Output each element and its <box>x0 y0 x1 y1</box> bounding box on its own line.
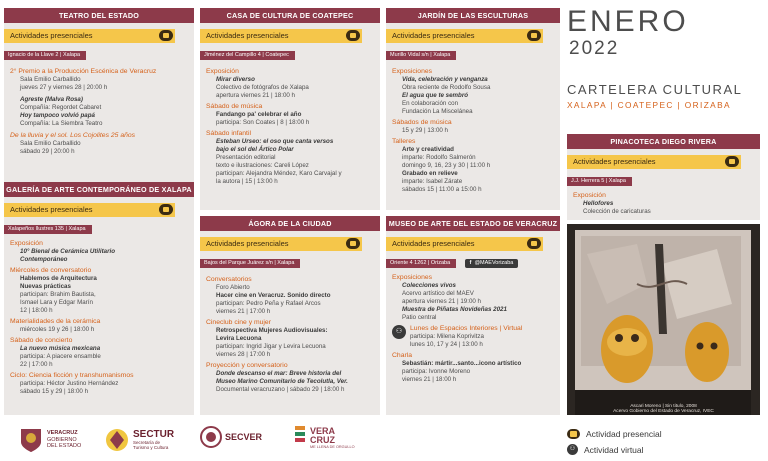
secver-logo <box>200 426 262 448</box>
casa-title: CASA DE CULTURA DE COATEPEC <box>200 8 380 23</box>
section-title: Exposición <box>573 192 606 199</box>
logo-text: GOBIERNO <box>47 436 77 443</box>
event-title: Arte y creatividad <box>402 146 454 153</box>
schedule: la autora | 15 | 13:00 h <box>216 178 278 185</box>
agora-address: Bajos del Parque Juárez s/n | Xalapa <box>200 259 300 268</box>
agora-presencial-badge <box>200 237 362 251</box>
participants: participa: Héctor Justino Hernández <box>20 380 119 387</box>
event-title: El agua que te sembró <box>402 92 469 99</box>
section-title: Exposiciones <box>392 68 433 75</box>
participants: participa: Ivonne Moreno <box>402 368 471 375</box>
section-title: Lunes de Espacios Interiores | Virtual <box>410 325 523 332</box>
event-title: Agreste (Malva Rosa) <box>20 96 83 103</box>
vera-cruz-pattern-icon <box>293 424 307 452</box>
month-heading: ENERO <box>567 5 689 38</box>
description: texto e ilustraciones: Careli López <box>216 162 309 169</box>
section-title: Charla <box>392 352 413 359</box>
teatro-address: Ignacio de la Llave 2 | Xalapa <box>4 51 86 60</box>
section-title: Exposiciones <box>392 274 433 281</box>
section-title: Sábados de música <box>392 119 452 126</box>
description: Obra reciente de Rodolfo Sousa <box>402 84 491 91</box>
schedule: domingo 9, 16, 23 y 30 | 11:00 h <box>402 162 491 169</box>
event-title: Donde descanso el mar: Breve historia del <box>216 370 342 377</box>
schedule: jueves 27 y viernes 28 | 20:00 h <box>20 84 108 91</box>
legend-label: Actividad virtual <box>584 444 644 455</box>
artwork-illustration <box>567 224 760 415</box>
galeria-card <box>4 182 194 415</box>
participants: Ismael Lara y Edgar Marín <box>20 299 93 306</box>
venue: Patio central <box>402 314 437 321</box>
participants: imparte: Rodolfo Salmerón <box>402 154 476 161</box>
schedule: 22 | 17:00 h <box>20 361 53 368</box>
facebook-handle[interactable] <box>465 259 519 268</box>
description: Acervo artístico del MAEV <box>402 290 474 297</box>
event-title: Sebastián: mártir...santo...icono artístico <box>402 360 522 367</box>
artwork-credit: Acervo Gobierno del Estado de Veracruz, IVEC <box>613 409 714 414</box>
legend-virtual <box>567 444 644 455</box>
logo-text: VERACRUZ <box>47 430 78 437</box>
page-title: CARTELERA CULTURAL <box>567 82 743 97</box>
description: Fundación La Miscelánea <box>402 108 473 115</box>
venue: Sala Emilio Carballido <box>20 76 81 83</box>
cities-subtitle: XALAPA | COATEPEC | ORIZABA <box>567 100 731 110</box>
presencial-icon <box>527 238 541 249</box>
event-title: Retrospectiva Mujeres Audiovisuales: <box>216 327 328 334</box>
schedule: participa: Son Coates | 8 | 18:00 h <box>216 119 310 126</box>
schedule: lunes 10, 17 y 24 | 13:00 h <box>410 341 483 348</box>
section-title: Miércoles de conversatorio <box>10 267 92 274</box>
description: Colectivo de fotógrafos de Xalapa <box>216 84 309 91</box>
event-title: La nuevo música mexicana <box>20 345 101 352</box>
section-title: Conversatorios <box>206 276 252 283</box>
participants: participan: Pedro Peña y Rafael Arcos <box>216 300 321 307</box>
legend-presencial <box>567 429 662 439</box>
event-title: Nuevas prácticas <box>20 283 71 290</box>
event-title: bajo el sol del Ártico Polar <box>216 146 294 153</box>
veracruz-orgullo-logo <box>293 424 355 452</box>
footer <box>0 420 768 461</box>
coat-of-arms-icon <box>18 426 44 454</box>
badge-label: Actividades presenciales <box>10 205 93 214</box>
event-title: Esteban Urseo: el oso que canta versos <box>216 138 334 145</box>
logo-text: ME LLENA DE ORGULLO <box>310 444 355 449</box>
section-title: De la lluvia y el sol. Los Cojolites 25 años <box>10 132 136 139</box>
artwork-image <box>567 224 760 415</box>
description: Foro Abierto <box>216 284 250 291</box>
event-title: Colecciones vivos <box>402 282 456 289</box>
participants: imparte: Isabel Zárate <box>402 178 463 185</box>
artwork-caption: Ascari Moreno | Sin titulo, 2008 <box>630 404 697 409</box>
event-title: Hoy tampoco volvió papá <box>20 112 95 119</box>
facebook-icon: f <box>469 260 472 266</box>
description: Colección de caricaturas <box>583 208 651 215</box>
badge-label: Actividades presenciales <box>573 157 656 166</box>
pinacoteca-presencial-badge <box>567 155 741 169</box>
participants: participan: Alejandra Méndez, Karo Carvajal y <box>216 170 342 177</box>
section-title: Proyección y conversatorio <box>206 362 288 369</box>
section-title: Sábado de música <box>206 103 263 110</box>
schedule: viernes 21 | 17:00 h <box>216 308 271 315</box>
badge-label: Actividades presenciales <box>10 31 93 40</box>
event-title: Grabado en relieve <box>402 170 458 177</box>
section-title: Sábado infantil <box>206 130 251 137</box>
schedule: viernes 28 | 17:00 h <box>216 351 271 358</box>
section-title: Exposición <box>10 240 43 247</box>
event-title: Fandango pa' celebrar el año <box>216 111 302 118</box>
section-title: Ciclo: Ciencia ficción y transhumanismos <box>10 372 134 379</box>
pinacoteca-title: PINACOTECA DIEGO RIVERA <box>567 134 760 149</box>
handle-label: @MAEVorizaba <box>474 260 514 266</box>
description: En colaboración con <box>402 100 459 107</box>
event-title: Vida, celebración y venganza <box>402 76 488 83</box>
sectur-emblem-icon <box>104 426 130 454</box>
badge-label: Actividades presenciales <box>392 31 475 40</box>
legend-label: Actividad presencial <box>586 429 662 439</box>
galeria-address: Xalapeños Ilustres 135 | Xalapa <box>4 225 92 234</box>
schedule: sábado 29 | 20:00 h <box>20 148 75 155</box>
event-title: Museo Marino Comunitario de Tecolutla, Ver. <box>216 378 348 385</box>
event-title: Hablemos de Arquitectura <box>20 275 97 282</box>
schedule: apertura viernes 21 | 18:00 h <box>216 92 296 99</box>
virtual-icon: ⚇ <box>392 325 406 339</box>
jardin-presencial-badge <box>386 29 543 43</box>
presencial-icon <box>725 156 739 167</box>
description: Presentación editorial <box>216 154 276 161</box>
virtual-icon: ⚇ <box>567 444 578 455</box>
pinacoteca-card <box>567 134 760 220</box>
presencial-icon <box>159 30 173 41</box>
schedule: apertura viernes 21 | 19:00 h <box>402 298 482 305</box>
schedule: Documental veracruzano | sábado 29 | 18:00 h <box>216 386 345 393</box>
museo-card <box>386 216 560 415</box>
galeria-presencial-badge <box>4 203 175 217</box>
event-title: Mirar diverso <box>216 76 255 83</box>
museo-title: MUSEO DE ARTE DEL ESTADO DE VERACRUZ <box>386 216 560 231</box>
casa-presencial-badge <box>200 29 362 43</box>
year-heading: 2022 <box>569 38 620 59</box>
logo-text: Turismo y Cultura <box>133 445 169 450</box>
agora-title: ÁGORA DE LA CIUDAD <box>200 216 380 231</box>
jardin-title: JARDÍN DE LAS ESCULTURAS <box>386 8 560 23</box>
teatro-card <box>4 8 194 193</box>
jardin-card <box>386 8 560 210</box>
secver-emblem-icon <box>200 426 222 448</box>
section-title: Exposición <box>206 68 239 75</box>
logo-text: VERA <box>310 425 336 436</box>
event-title: Levira Lecuona <box>216 335 262 342</box>
teatro-presencial-badge <box>4 29 175 43</box>
event-title: Hellofores <box>583 200 614 207</box>
badge-label: Actividades presenciales <box>206 31 289 40</box>
veracruz-gobierno-logo <box>18 426 81 454</box>
schedule: 12 | 18:00 h <box>20 307 53 314</box>
section-title: 2° Premio a la Producción Escénica de Veracruz <box>10 68 157 75</box>
company: Compañía: Regordet Cabaret <box>20 104 102 111</box>
museo-address: Oriente 4 1262 | Orizaba <box>386 259 456 268</box>
jardin-address: Murillo Vidal s/n | Xalapa <box>386 51 456 60</box>
schedule: 15 y 29 | 13:00 h <box>402 127 448 134</box>
badge-label: Actividades presenciales <box>206 239 289 248</box>
schedule: sábados 15 | 11:00 a 15:00 h <box>402 186 482 193</box>
museo-presencial-badge <box>386 237 543 251</box>
presencial-icon <box>527 30 541 41</box>
participants: participan: Brahim Bautista, <box>20 291 96 298</box>
event-title: Muestra de Piñatas Novideñas 2021 <box>402 306 507 313</box>
sectur-logo <box>104 426 174 454</box>
event-title: Contemporáneo <box>20 256 68 263</box>
logo-text: SECTUR <box>133 429 175 440</box>
presencial-icon <box>567 429 580 439</box>
agora-card <box>200 216 380 415</box>
teatro-title: TEATRO DEL ESTADO <box>4 8 194 23</box>
galeria-title: GALERÍA DE ARTE CONTEMPORÁNEO DE XALAPA <box>4 182 194 197</box>
section-title: Materialidades de la cerámica <box>10 318 101 325</box>
participants: participan: Ingrid Jigar y Levira Lecuona <box>216 343 326 350</box>
event-title: Hacer cine en Veracruz. Sonido directo <box>216 292 331 299</box>
participants: participa: Milena Koprivitza <box>410 333 484 340</box>
logo-text: SECVER <box>225 431 263 442</box>
event-title: 10° Bienal de Cerámica Utilitario <box>20 248 115 255</box>
presencial-icon <box>346 30 360 41</box>
presencial-icon <box>346 238 360 249</box>
schedule: sábado 15 y 29 | 18:00 h <box>20 388 89 395</box>
casa-card <box>200 8 380 210</box>
section-title: Sábado de concierto <box>10 337 73 344</box>
section-title: Cineclub cine y mujer <box>206 319 271 326</box>
schedule: miércoles 19 y 26 | 18:00 h <box>20 326 95 333</box>
schedule: viernes 21 | 18:00 h <box>402 376 457 383</box>
logo-text: DEL ESTADO <box>47 443 82 450</box>
logo-text: Secretaría de <box>133 440 161 445</box>
participants: participa: A piacere ensamble <box>20 353 101 360</box>
section-title: Talleres <box>392 138 416 145</box>
badge-label: Actividades presenciales <box>392 239 475 248</box>
presencial-icon <box>159 204 173 215</box>
logo-text: CRUZ <box>310 434 335 445</box>
casa-address: Jiménez del Campillo 4 | Coatepec <box>200 51 295 60</box>
company: Compañía: La Siembra Teatro <box>20 120 103 127</box>
venue: Sala Emilio Carballido <box>20 140 81 147</box>
pinacoteca-address: J.J. Herrera 5 | Xalapa <box>567 177 632 186</box>
